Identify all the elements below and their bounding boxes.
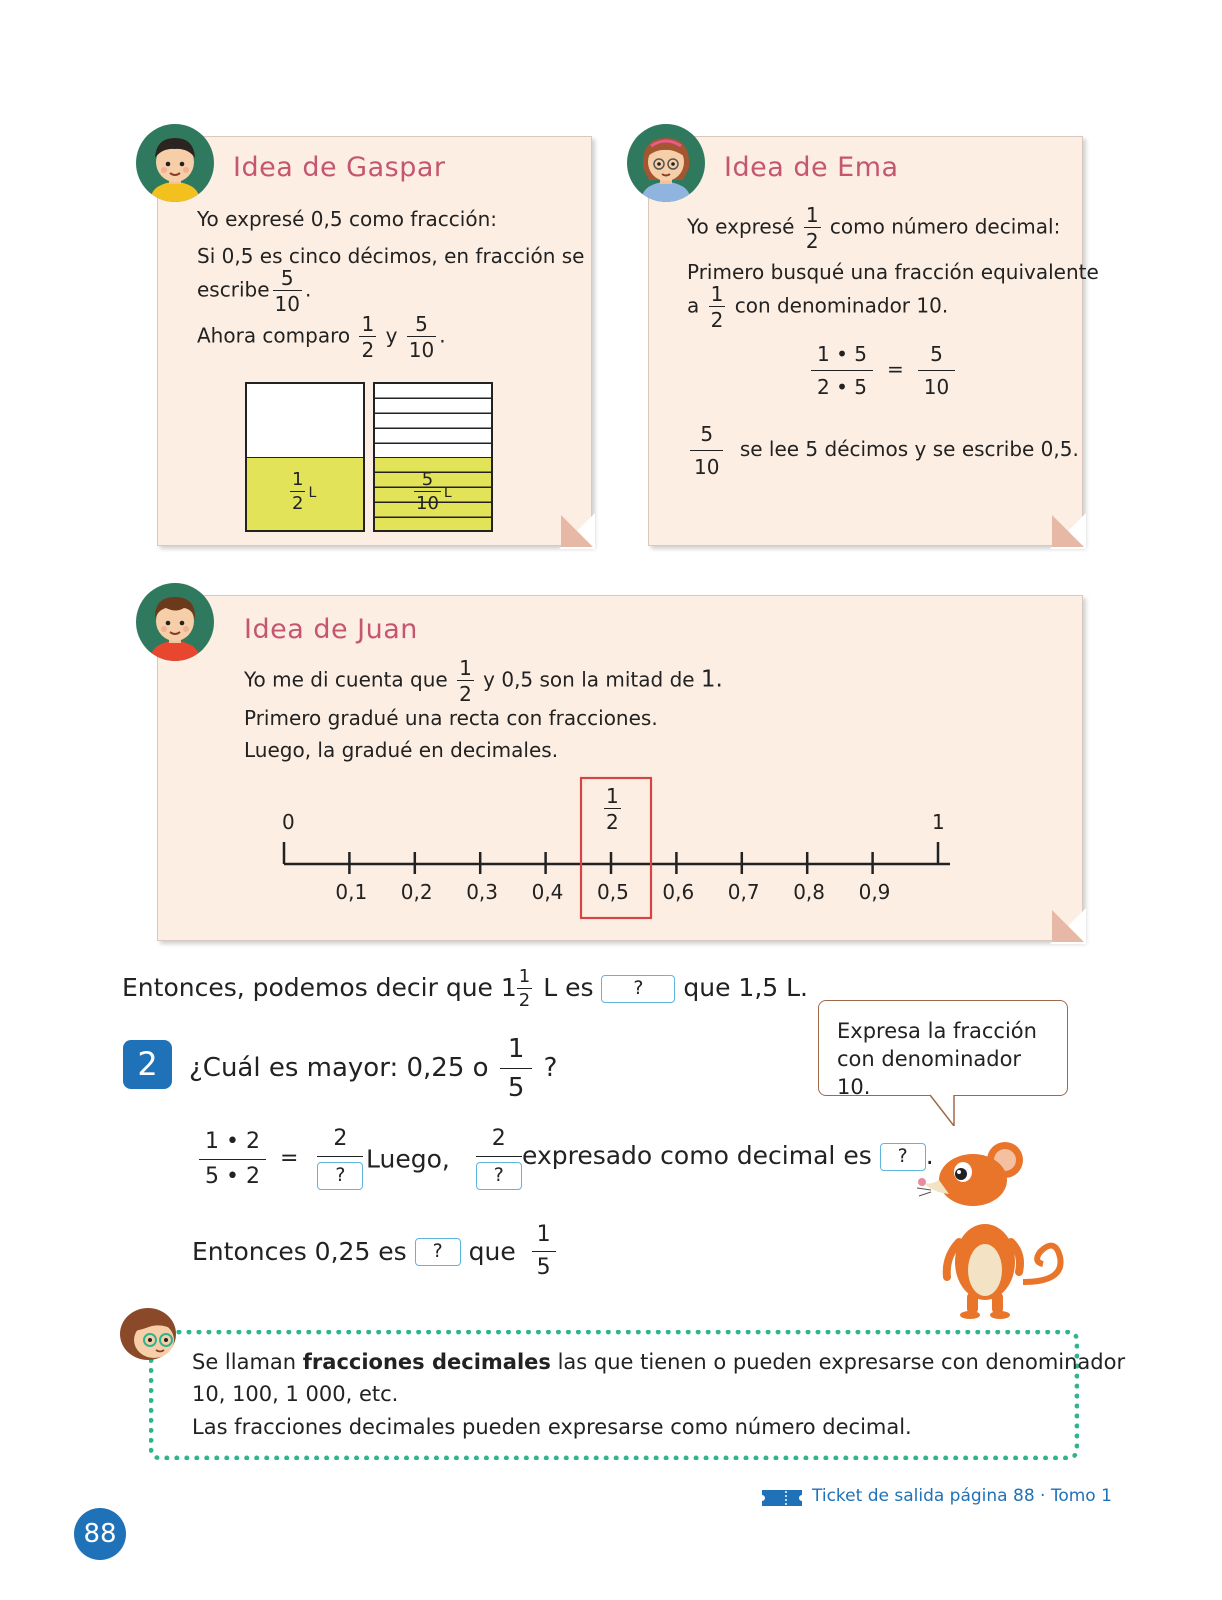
exercise-luego bbox=[366, 1128, 525, 1190]
number-line-start: 0 bbox=[282, 810, 295, 834]
gaspar-line3 bbox=[197, 268, 311, 314]
juan-line1 bbox=[244, 658, 723, 704]
numerator: 2 bbox=[491, 1126, 506, 1151]
denominator: 5 bbox=[532, 1251, 556, 1279]
numerator: 2 bbox=[333, 1126, 348, 1151]
page-fold-corner bbox=[1052, 515, 1084, 547]
fraction-1-2 bbox=[804, 205, 821, 251]
numerator: 5 bbox=[280, 266, 294, 290]
denominator: 5 • 2 bbox=[199, 1159, 266, 1188]
juan-avatar bbox=[136, 583, 214, 661]
juan-line1-one: 1. bbox=[700, 666, 723, 693]
numerator: 1 bbox=[518, 966, 531, 987]
luego-text: Luego, bbox=[366, 1144, 450, 1174]
fraction-1-2 bbox=[709, 284, 726, 330]
denominator: 10 bbox=[408, 338, 435, 362]
gaspar-line4-and: y bbox=[385, 323, 398, 348]
definition-text: Se llaman bbox=[192, 1350, 297, 1374]
fraction-1-5 bbox=[500, 1036, 533, 1101]
tick-label: 0,3 bbox=[466, 880, 498, 904]
denominator: 2 bbox=[606, 810, 619, 834]
tick-label: 0,5 bbox=[597, 880, 629, 904]
fraction-5-10 bbox=[690, 424, 723, 477]
gaspar-title: Idea de Gaspar bbox=[233, 152, 446, 183]
numerator: 1 bbox=[361, 312, 375, 336]
page-fold-corner bbox=[1052, 910, 1084, 942]
page-fold-corner bbox=[561, 515, 593, 547]
denominator: 2 bbox=[805, 229, 819, 253]
answer-box[interactable]: ? bbox=[476, 1162, 522, 1190]
conclusion-text-mid: L es bbox=[543, 973, 594, 1002]
ema-line4-text: se lee 5 décimos y se escribe 0,5. bbox=[739, 437, 1079, 461]
answer-box[interactable]: ? bbox=[317, 1162, 363, 1190]
numerator: 1 • 5 bbox=[817, 342, 867, 366]
ema-line1-text: Yo expresé bbox=[687, 214, 795, 239]
numerator: 5 bbox=[415, 312, 428, 336]
fraction-2-blank bbox=[476, 1128, 522, 1190]
ema-line3-text: a bbox=[687, 293, 700, 318]
denominator: 2 bbox=[710, 308, 724, 332]
hint-line2: con denominador 10. bbox=[837, 1047, 1022, 1099]
gaspar-line3-period: . bbox=[304, 277, 312, 302]
number-line-half-label bbox=[601, 786, 624, 832]
juan-line1-text: Yo me di cuenta que bbox=[244, 667, 448, 692]
denominator: 10 bbox=[690, 450, 723, 477]
denominator bbox=[317, 1156, 363, 1190]
ema-calculation bbox=[808, 344, 958, 397]
teacher-avatar bbox=[116, 1304, 182, 1362]
numerator: 1 bbox=[507, 1034, 525, 1064]
numerator: 5 bbox=[930, 342, 943, 366]
answer-box[interactable]: ? bbox=[601, 975, 675, 1003]
ticket-icon bbox=[762, 1488, 802, 1508]
half-liter-container bbox=[245, 382, 365, 532]
denominator: 2 bbox=[292, 493, 304, 514]
answer-box[interactable]: ? bbox=[880, 1143, 926, 1171]
numerator: 1 bbox=[292, 469, 304, 490]
definition-term: fracciones decimales bbox=[302, 1350, 551, 1374]
denominator: 2 • 5 bbox=[811, 370, 873, 397]
definition-line3: Las fracciones decimales pueden expresarse como número decimal. bbox=[192, 1415, 912, 1439]
fraction-1-2 bbox=[457, 658, 474, 704]
fraction-5-10 bbox=[414, 471, 441, 513]
tenths-liter-container bbox=[373, 382, 493, 532]
exercise-calculation bbox=[196, 1128, 366, 1190]
product-fraction bbox=[811, 344, 873, 397]
tick-label: 0,2 bbox=[400, 880, 433, 904]
numerator: 1 • 2 bbox=[205, 1128, 260, 1154]
definition-line2: 10, 100, 1 000, etc. bbox=[192, 1382, 399, 1406]
denominator: 10 bbox=[416, 493, 439, 514]
ema-line4 bbox=[687, 424, 1079, 477]
numerator: 1 bbox=[710, 282, 724, 306]
numerator: 5 bbox=[421, 469, 434, 490]
denominator: 5 bbox=[500, 1068, 533, 1101]
fraction-5-10 bbox=[918, 344, 955, 397]
gaspar-line4-period: . bbox=[439, 323, 446, 348]
exit-ticket-link[interactable]: Ticket de salida página 88 · Tomo 1 bbox=[812, 1486, 1112, 1506]
conclusion-text: Entonces, podemos decir que 1 bbox=[122, 973, 517, 1002]
fraction-2-blank bbox=[317, 1128, 363, 1190]
tick-label: 0,8 bbox=[793, 880, 825, 904]
numerator: 1 bbox=[536, 1222, 551, 1247]
equals-sign: = bbox=[279, 1146, 299, 1171]
juan-line1-text-end: y 0,5 son la mitad de bbox=[483, 667, 695, 692]
juan-line3: Luego, la gradué en decimales. bbox=[244, 738, 559, 762]
fraction-1-2 bbox=[517, 968, 532, 1010]
expresado-text: expresado como decimal es bbox=[522, 1141, 872, 1170]
question-text: ¿Cuál es mayor: 0,25 o bbox=[189, 1053, 489, 1083]
exercise-expresado bbox=[522, 1141, 934, 1171]
conclusion-text-end: que 1,5 L. bbox=[683, 973, 808, 1002]
half-liter-label bbox=[287, 471, 316, 513]
denominator bbox=[476, 1156, 522, 1190]
numerator: 1 bbox=[459, 656, 472, 680]
answer-box[interactable]: ? bbox=[415, 1238, 461, 1266]
liter-unit: L bbox=[308, 485, 317, 501]
hint-line1: Expresa la fracción bbox=[837, 1019, 1037, 1043]
gaspar-line4 bbox=[197, 314, 446, 360]
fraction-1-2 bbox=[359, 314, 376, 360]
ema-avatar bbox=[627, 124, 705, 202]
denominator: 2 bbox=[361, 338, 375, 362]
period: . bbox=[925, 1141, 934, 1170]
denominator: 10 bbox=[274, 292, 300, 316]
numerator: 1 bbox=[606, 784, 619, 808]
page-number: 88 bbox=[74, 1508, 126, 1560]
juan-title: Idea de Juan bbox=[244, 614, 418, 645]
tick-label: 0,6 bbox=[662, 880, 695, 904]
fraction-5-10 bbox=[273, 268, 302, 314]
ema-line1 bbox=[687, 205, 1060, 251]
ema-line3 bbox=[687, 284, 948, 330]
denominator: 2 bbox=[459, 682, 472, 706]
mouse-mascot-illustration bbox=[915, 1132, 1075, 1322]
liter-unit: L bbox=[443, 485, 452, 501]
numerator: 5 bbox=[700, 422, 714, 446]
exercise-number-badge: 2 bbox=[123, 1040, 172, 1089]
exercise-question bbox=[189, 1036, 557, 1101]
ema-title: Idea de Ema bbox=[724, 152, 899, 183]
ema-line2: Primero busqué una fracción equivalente bbox=[687, 260, 1099, 284]
fraction-1-2 bbox=[290, 471, 305, 513]
gaspar-line2: Si 0,5 es cinco décimos, en fracción se bbox=[197, 244, 585, 268]
definition-line1 bbox=[192, 1350, 1125, 1374]
tick-label: 0,1 bbox=[335, 880, 368, 904]
fraction-1-2 bbox=[604, 786, 621, 832]
ema-line1-text-end: como número decimal: bbox=[829, 214, 1061, 239]
numerator: 1 bbox=[805, 203, 819, 227]
fraction-1-5 bbox=[532, 1224, 556, 1279]
gaspar-line3-text: escribe bbox=[197, 277, 270, 302]
entonces-text-end: que bbox=[468, 1237, 516, 1266]
exercise-entonces bbox=[192, 1224, 559, 1279]
card-ema bbox=[648, 136, 1083, 546]
product-fraction bbox=[199, 1128, 266, 1189]
question-mark: ? bbox=[543, 1053, 558, 1083]
tick-label: 0,9 bbox=[858, 880, 891, 904]
conclusion-line bbox=[122, 968, 808, 1010]
equals-sign: = bbox=[886, 357, 904, 381]
number-line bbox=[270, 774, 970, 924]
fraction-5-10 bbox=[407, 314, 436, 360]
ema-line3-text-end: con denominador 10. bbox=[734, 293, 949, 318]
tenths-liter-label bbox=[411, 471, 452, 513]
denominator: 2 bbox=[518, 990, 531, 1011]
gaspar-avatar bbox=[136, 124, 214, 202]
gaspar-line4-text: Ahora comparo bbox=[197, 323, 351, 348]
speech-bubble-tail bbox=[930, 1094, 956, 1126]
tick-label: 0,7 bbox=[727, 880, 760, 904]
definition-text-end: las que tienen o pueden expresarse con denominador bbox=[557, 1350, 1126, 1374]
denominator: 10 bbox=[918, 370, 955, 397]
tick-label: 0,4 bbox=[531, 880, 564, 904]
number-line-end: 1 bbox=[932, 810, 945, 834]
hint-speech-bubble bbox=[818, 1000, 1068, 1099]
gaspar-line1: Yo expresé 0,5 como fracción: bbox=[197, 207, 497, 231]
entonces-text: Entonces 0,25 es bbox=[192, 1237, 407, 1266]
juan-line2: Primero gradué una recta con fracciones. bbox=[244, 706, 658, 730]
